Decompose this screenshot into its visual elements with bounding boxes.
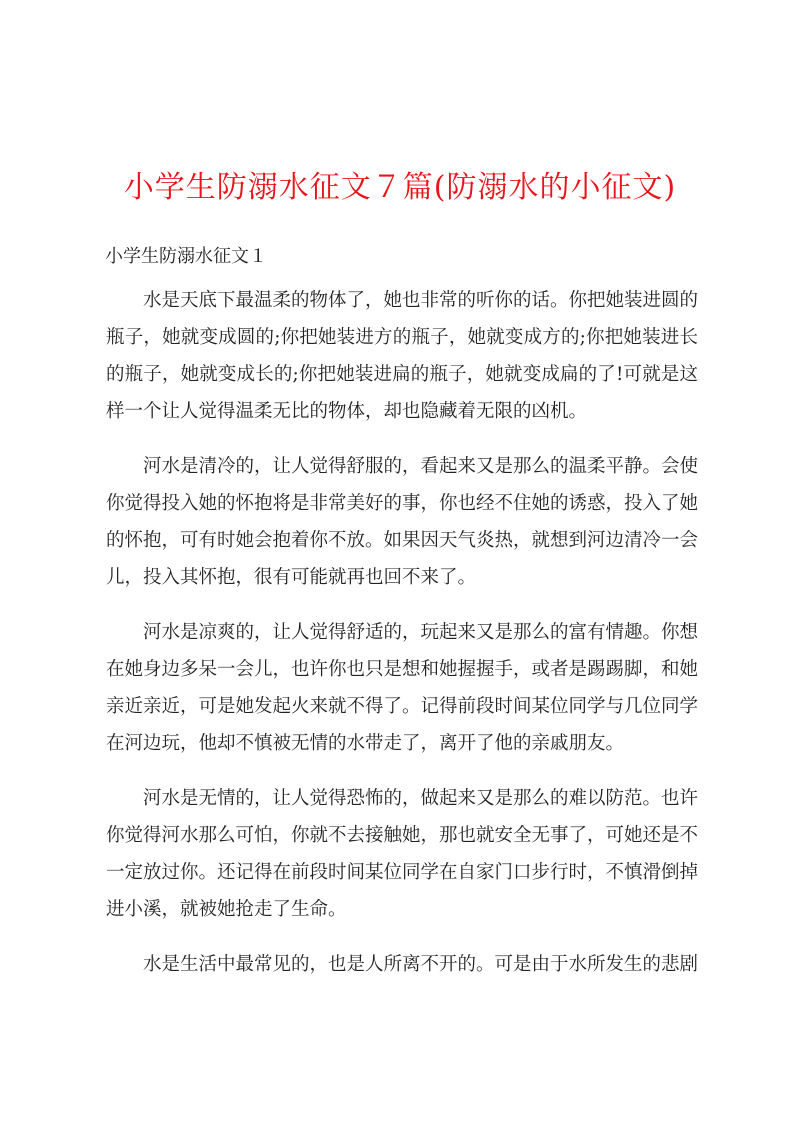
paragraph: 河水是清冷的，让人觉得舒服的，看起来又是那么的温柔平静。会使你觉得投入她的怀抱将是非常美好的事，你也经不住她的诱惑，投入了她的怀抱，可有时她会抱着你不放。如果因天气炎热，就想到河边清冷一会儿，投入其怀抱，很有可能就再也回不来了。: [106, 456, 699, 588]
paragraph: 河水是无情的，让人觉得恐怖的，做起来又是那么的难以防范。也许你觉得河水那么可怕，你就不去接触她，那也就安全无事了，可她还是不一定放过你。还记得在前段时间某位同学在自家门口步行时，不慎滑倒掉进小溪，就被她抢走了生命。: [106, 788, 699, 920]
paragraph: 水是天底下最温柔的物体了，她也非常的听你的话。你把她装进圆的瓶子，她就变成圆的;你把她装进方的瓶子，她就变成方的;你把她装进长的瓶子，她就变成长的;你把她装进扁的瓶子，她就变成扁的了!可就是这样一个让人觉得温柔无比的物体，却也隐藏着无限的凶机。: [106, 290, 699, 422]
document-title: 小学生防溺水征文７篇(防溺水的小征文): [123, 170, 677, 205]
section-heading: 小学生防溺水征文１: [105, 246, 267, 267]
document-body: [106, 282, 698, 1001]
paragraph: 河水是凉爽的，让人觉得舒适的，玩起来又是那么的富有情趣。你想在她身边多呆一会儿，也许你也只是想和她握握手，或者是踢踢脚，和她亲近亲近，可是她发起火来就不得了。记得前段时间某位同学与几位同学在河边玩，他却不慎被无情的水带走了，离开了他的亲戚朋友。: [106, 622, 699, 754]
paragraph: 水是生活中最常见的，也是人所离不开的。可是由于水所发生的悲剧: [143, 954, 699, 975]
